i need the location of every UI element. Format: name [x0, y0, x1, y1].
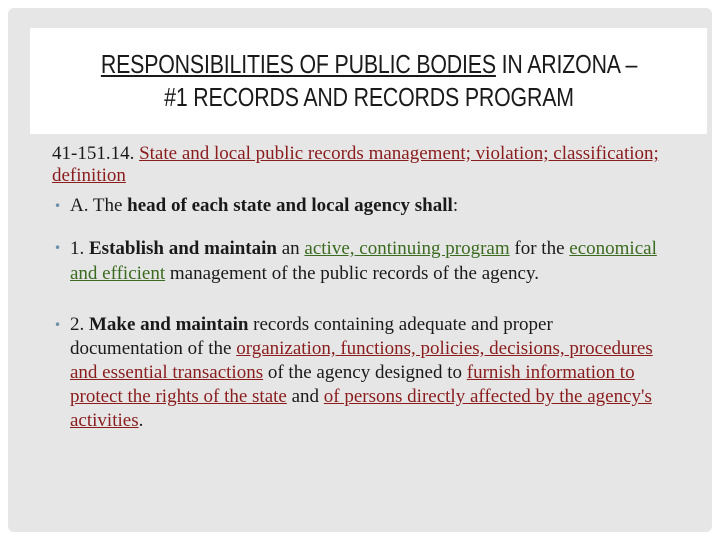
title-box	[30, 28, 707, 134]
bullet-1-text3: management of the public records of the agency.	[165, 263, 540, 284]
bullet-2-text1: records containing adequate and proper documentation of the	[70, 314, 553, 359]
bullet-2	[52, 313, 662, 433]
title-line1-rest: IN ARIZONA –	[495, 49, 637, 79]
bullet-1-green2: economical and efficient	[70, 238, 657, 284]
bullet-2-text2: of the agency designed to	[263, 362, 467, 383]
bullet-marker: •	[54, 199, 62, 213]
bullet-1-text1: an	[276, 238, 305, 259]
bullet-1-text2: for the	[509, 238, 570, 259]
bullet-marker: •	[54, 241, 62, 255]
title-underlined-text: RESPONSIBILITIES OF PUBLIC BODIES	[100, 49, 496, 79]
statute-title-link: State and local public records management; violation; classification; definition	[52, 143, 659, 186]
bullet-a-suffix: :	[452, 195, 459, 216]
bullet-a	[52, 195, 662, 217]
bullet-a-bold: head of each state and local agency shall	[127, 195, 453, 216]
bullet-2-red1: organization, functions, policies, decisions, procedures and essential transactions	[70, 338, 653, 383]
statute-number: 41-151.14.	[52, 143, 140, 164]
bullet-1	[52, 236, 662, 286]
statute-heading	[52, 143, 662, 187]
bullet-marker: •	[54, 318, 62, 332]
slide-title	[100, 48, 636, 114]
bullet-1-green1: active, continuing program	[304, 238, 510, 259]
bullet-1-bold: Establish and maintain	[89, 238, 277, 259]
bullet-2-red3: of persons directly affected by the agency's activities	[70, 386, 652, 431]
slide-body	[52, 143, 662, 433]
bullet-2-red2: furnish information to protect the rights of the state	[70, 362, 635, 407]
title-line2: #1 RECORDS AND RECORDS PROGRAM	[163, 82, 574, 112]
bullet-2-bold: Make and maintain	[89, 314, 249, 335]
bullet-2-text3: and	[286, 386, 324, 407]
bullet-a-prefix: A. The	[70, 195, 128, 216]
bullet-2-prefix: 2.	[70, 314, 89, 335]
bullet-2-text4: .	[138, 410, 144, 431]
bullet-1-prefix: 1.	[70, 238, 89, 259]
